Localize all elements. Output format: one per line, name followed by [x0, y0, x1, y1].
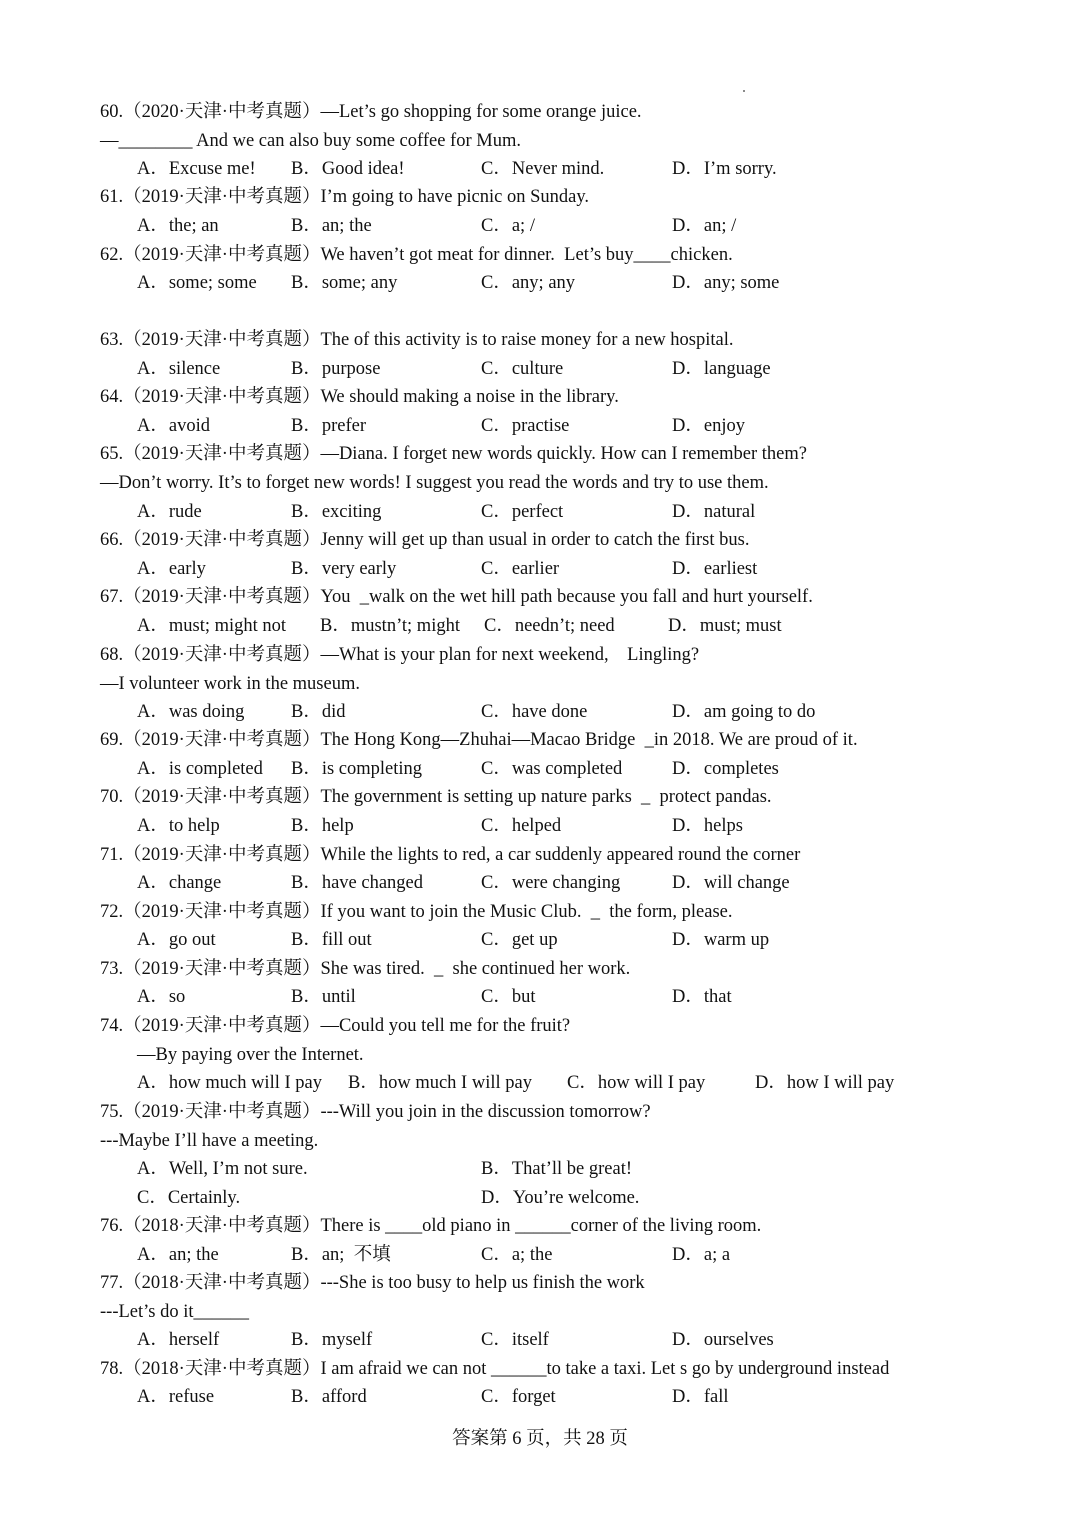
question-64-stem: 64.（2019·天津·中考真题）We should making a noise in the library. [100, 387, 619, 407]
question-73-stem: 73.（2019·天津·中考真题）She was tired. _ she continued her work. [100, 959, 631, 979]
question-67-option-b: B．mustn’t; might [320, 616, 460, 636]
question-72-option-a: A．go out [137, 930, 216, 950]
question-71-option-c: C．were changing [481, 873, 621, 893]
question-75-option-d: D．You’re welcome. [481, 1188, 640, 1208]
question-60-option-c: C．Never mind. [481, 159, 605, 179]
question-62-option-d: D．any; some [672, 273, 780, 293]
question-64-option-d: D．enjoy [672, 416, 745, 436]
question-67-option-d: D．must; must [668, 616, 782, 636]
question-65-dialog: —Don’t worry. It’s to forget new words! I suggest you read the words and try to use them. [100, 473, 769, 493]
question-78-option-d: D．fall [672, 1387, 729, 1407]
question-64-option-c: C．practise [481, 416, 570, 436]
question-75-stem: 75.（2019·天津·中考真题）---Will you join in the discussion tomorrow? [100, 1102, 651, 1122]
question-70-option-a: A．to help [137, 816, 220, 836]
question-75-option-c: C．Certainly. [137, 1188, 241, 1208]
question-71-stem: 71.（2019·天津·中考真题）While the lights to red, a car suddenly appeared round the corner [100, 845, 801, 865]
question-61-option-b: B．an; the [291, 216, 372, 236]
question-65-option-d: D．natural [672, 502, 756, 522]
question-62-option-c: C．any; any [481, 273, 576, 293]
question-74-stem: 74.（2019·天津·中考真题）—Could you tell me for the fruit? [100, 1016, 571, 1036]
question-63-option-a: A．silence [137, 359, 221, 379]
question-78-option-a: A．refuse [137, 1387, 215, 1407]
question-66-option-c: C．earlier [481, 559, 560, 579]
question-74-option-a: A．how much will I pay [137, 1073, 322, 1093]
question-77-option-d: D．ourselves [672, 1330, 774, 1350]
question-67-option-a: A．must; might not [137, 616, 287, 636]
question-68-dialog: —I volunteer work in the museum. [100, 674, 360, 694]
question-62-option-a: A．some; some [137, 273, 257, 293]
question-70-option-b: B．help [291, 816, 354, 836]
question-69-option-a: A．is completed [137, 759, 263, 779]
question-63-option-d: D．language [672, 359, 771, 379]
question-65-option-b: B．exciting [291, 502, 382, 522]
question-72-option-b: B．fill out [291, 930, 372, 950]
question-68-option-d: D．am going to do [672, 702, 816, 722]
question-62-stem: 62.（2019·天津·中考真题）We haven’t got meat for dinner. Let’s buy____chicken. [100, 245, 733, 265]
question-70-stem: 70.（2019·天津·中考真题）The government is setting up nature parks _ protect pandas. [100, 787, 772, 807]
question-65-stem: 65.（2019·天津·中考真题）—Diana. I forget new words quickly. How can I remember them? [100, 444, 807, 464]
question-74-option-b: B．how much I will pay [348, 1073, 532, 1093]
question-65-option-c: C．perfect [481, 502, 564, 522]
question-66-option-a: A．early [137, 559, 206, 579]
question-61-option-a: A．the; an [137, 216, 219, 236]
question-63-option-b: B．purpose [291, 359, 381, 379]
question-77-option-c: C．itself [481, 1330, 549, 1350]
question-77-stem: 77.（2018·天津·中考真题）---She is too busy to help us finish the work [100, 1273, 645, 1293]
question-74-option-c: C．how will I pay [567, 1073, 706, 1093]
question-67-option-c: C．needn’t; need [484, 616, 615, 636]
question-76-stem: 76.（2018·天津·中考真题）There is ____old piano in ______corner of the living room. [100, 1216, 762, 1236]
question-68-option-b: B．did [291, 702, 346, 722]
question-61-option-d: D．an; / [672, 216, 737, 236]
question-69-option-c: C．was completed [481, 759, 623, 779]
question-71-option-a: A．change [137, 873, 222, 893]
question-70-option-d: D．helps [672, 816, 743, 836]
question-60-option-b: B．Good idea! [291, 159, 405, 179]
question-73-option-b: B．until [291, 987, 356, 1007]
page-footer: 答案第 6 页，共 28 页 [452, 1429, 628, 1449]
question-77-option-a: A．herself [137, 1330, 220, 1350]
question-66-stem: 66.（2019·天津·中考真题）Jenny will get up than usual in order to catch the first bus. [100, 530, 750, 550]
question-60-stem: 60.（2020·天津·中考真题）—Let’s go shopping for some orange juice. [100, 102, 642, 122]
question-75-dialog: ---Maybe I’ll have a meeting. [100, 1131, 319, 1151]
question-76-option-b: B．an; 不填 [291, 1245, 391, 1265]
question-78-option-b: B．afford [291, 1387, 367, 1407]
question-76-option-d: D．a; a [672, 1245, 731, 1265]
question-68-stem: 68.（2019·天津·中考真题）—What is your plan for next weekend, Lingling? [100, 645, 700, 665]
question-67-stem: 67.（2019·天津·中考真题）You _walk on the wet hill path because you fall and hurt yourself. [100, 587, 813, 607]
question-76-option-c: C．a; the [481, 1245, 553, 1265]
question-69-option-b: B．is completing [291, 759, 423, 779]
question-61-stem: 61.（2019·天津·中考真题）I’m going to have picnic on Sunday. [100, 187, 589, 207]
question-75-option-a: A．Well, I’m not sure. [137, 1159, 308, 1179]
question-68-option-a: A．was doing [137, 702, 245, 722]
question-62-option-b: B．some; any [291, 273, 398, 293]
question-72-option-c: C．get up [481, 930, 558, 950]
question-63-option-c: C．culture [481, 359, 564, 379]
question-60-dialog: —________ And we can also buy some coffee for Mum. [100, 131, 521, 151]
question-78-option-c: C．forget [481, 1387, 556, 1407]
question-63-stem: 63.（2019·天津·中考真题）The of this activity is to raise money for a new hospital. [100, 330, 734, 350]
question-70-option-c: C．helped [481, 816, 562, 836]
question-69-option-d: D．completes [672, 759, 779, 779]
question-66-option-b: B．very early [291, 559, 397, 579]
question-77-dialog: ---Let’s do it______ [100, 1302, 250, 1322]
question-72-option-d: D．warm up [672, 930, 770, 950]
question-74-option-d: D．how I will pay [755, 1073, 895, 1093]
question-69-stem: 69.（2019·天津·中考真题）The Hong Kong—Zhuhai—Macao Bridge _in 2018. We are proud of it. [100, 730, 858, 750]
question-78-stem: 78.（2018·天津·中考真题）I am afraid we can not ______to take a taxi. Let s go by underground instead [100, 1359, 890, 1379]
question-71-option-d: D．will change [672, 873, 790, 893]
question-77-option-b: B．myself [291, 1330, 373, 1350]
question-71-option-b: B．have changed [291, 873, 424, 893]
question-72-stem: 72.（2019·天津·中考真题）If you want to join the Music Club. _ the form, please. [100, 902, 733, 922]
question-74-dialog: —By paying over the Internet. [137, 1045, 364, 1065]
question-76-option-a: A．an; the [137, 1245, 219, 1265]
question-66-option-d: D．earliest [672, 559, 758, 579]
question-61-option-c: C．a; / [481, 216, 535, 236]
question-73-option-a: A．so [137, 987, 186, 1007]
scan-speck [743, 90, 745, 92]
question-64-option-a: A．avoid [137, 416, 210, 436]
question-65-option-a: A．rude [137, 502, 202, 522]
question-73-option-c: C．but [481, 987, 536, 1007]
question-60-option-d: D．I’m sorry. [672, 159, 777, 179]
question-64-option-b: B．prefer [291, 416, 366, 436]
question-75-option-b: B．That’ll be great! [481, 1159, 633, 1179]
question-60-option-a: A．Excuse me! [137, 159, 256, 179]
question-73-option-d: D．that [672, 987, 732, 1007]
question-68-option-c: C．have done [481, 702, 588, 722]
